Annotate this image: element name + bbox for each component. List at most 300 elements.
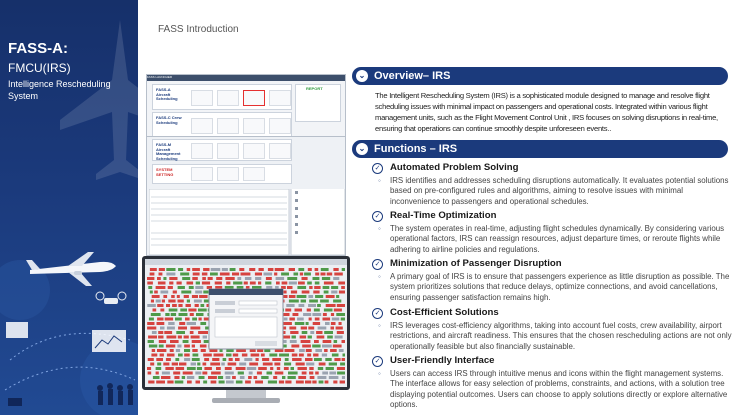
gantt-bar	[198, 331, 208, 334]
gantt-bar	[333, 277, 339, 280]
gantt-bar	[263, 363, 273, 366]
gantt-bar	[179, 322, 185, 325]
gantt-bar	[315, 282, 320, 285]
tile-button[interactable]	[217, 143, 239, 159]
gantt-bar	[259, 268, 264, 271]
sidebar-title: FASS-A:	[8, 40, 68, 57]
gantt-bar	[183, 340, 189, 343]
gantt-bar	[312, 345, 320, 348]
gantt-bar	[199, 376, 205, 379]
gantt-bar	[281, 273, 289, 276]
gantt-bar	[295, 309, 303, 312]
gantt-bar	[170, 340, 179, 343]
gantt-bar	[190, 313, 194, 316]
tile-label: FASS-C Crew Scheduling	[156, 115, 182, 125]
gantt-bar	[322, 345, 332, 348]
gantt-bar	[337, 304, 345, 307]
gantt-bar	[177, 295, 180, 298]
gantt-bar	[313, 291, 319, 294]
gantt-bar	[302, 345, 311, 348]
gantt-bar	[203, 381, 207, 384]
gantt-bar	[152, 349, 155, 352]
gantt-bar	[326, 295, 335, 298]
gantt-bar	[184, 358, 190, 361]
gantt-bar	[188, 309, 196, 312]
gantt-bar	[244, 282, 248, 285]
gantt-bar	[182, 376, 185, 379]
tile-button[interactable]	[243, 167, 265, 181]
gantt-bar	[319, 363, 326, 366]
tile-button[interactable]	[269, 90, 291, 106]
gantt-bar	[291, 367, 295, 370]
gantt-bar	[166, 268, 175, 271]
gantt-bar	[214, 354, 224, 357]
gantt-bar	[192, 318, 197, 321]
gantt-bar	[148, 336, 157, 339]
gantt-bar	[304, 273, 311, 276]
gantt-bar	[186, 304, 191, 307]
gantt-bar	[245, 381, 251, 384]
functions-heading: Functions – IRS	[374, 143, 458, 155]
gantt-bar	[233, 354, 238, 357]
gantt-bar	[297, 286, 306, 289]
gantt-bar	[167, 381, 173, 384]
gantt-bar	[336, 313, 345, 316]
function-title: Automated Problem Solving	[390, 162, 519, 173]
gantt-bar	[226, 381, 234, 384]
gantt-bar	[249, 372, 253, 375]
gantt-bar	[308, 304, 316, 307]
gantt-bar	[249, 363, 258, 366]
tile-label: SYSTEM SETTING	[156, 167, 174, 177]
tile-fass-m[interactable]	[152, 139, 292, 161]
gantt-bar	[200, 322, 206, 325]
gantt-bar	[282, 376, 285, 379]
gantt-bar	[339, 322, 342, 325]
gantt-bar	[258, 367, 267, 370]
gantt-bar	[240, 376, 245, 379]
gantt-bar	[298, 282, 305, 285]
function-title: Real-Time Optimization	[390, 210, 497, 221]
gantt-bar	[154, 291, 158, 294]
gantt-bar	[244, 358, 252, 361]
gantt-bar	[221, 363, 225, 366]
gantt-bar	[195, 304, 199, 307]
tile-fass-c[interactable]	[152, 112, 292, 138]
gantt-bar	[315, 295, 323, 298]
gantt-bar	[167, 336, 177, 339]
gantt-bar	[326, 367, 334, 370]
gantt-bar	[285, 358, 289, 361]
gantt-bar	[247, 367, 256, 370]
gantt-bar	[309, 300, 318, 303]
gantt-bar	[160, 354, 164, 357]
gantt-bar	[178, 327, 187, 330]
gantt-bar	[147, 327, 156, 330]
gantt-bar	[298, 376, 306, 379]
gantt-bar	[157, 322, 165, 325]
tile-button-highlighted[interactable]	[243, 90, 265, 106]
gantt-bar	[307, 282, 312, 285]
gantt-bar	[256, 358, 259, 361]
gantt-bar	[239, 363, 246, 366]
gantt-bar	[309, 318, 312, 321]
gantt-bar	[166, 358, 171, 361]
gantt-bar	[323, 313, 327, 316]
monitor-base	[212, 398, 280, 403]
gantt-bar	[166, 345, 175, 348]
report-panel[interactable]	[295, 84, 341, 122]
gantt-bar	[229, 358, 233, 361]
gantt-bar	[329, 376, 339, 379]
gantt-bar	[148, 381, 154, 384]
gantt-bar	[261, 376, 268, 379]
gantt-bar	[242, 354, 248, 357]
gantt-bar	[201, 304, 205, 307]
gantt-bar	[332, 354, 339, 357]
gantt-bar	[175, 358, 179, 361]
gantt-bar	[248, 376, 252, 379]
gantt-bar	[324, 331, 333, 334]
gantt-bar	[158, 282, 166, 285]
functions-header	[352, 140, 728, 158]
gantt-bar	[258, 282, 261, 285]
gantt-bar	[329, 363, 337, 366]
gantt-bar	[255, 277, 261, 280]
gantt-bar	[274, 363, 280, 366]
gantt-bar	[192, 345, 195, 348]
gantt-bar	[296, 381, 304, 384]
gantt-bar	[309, 367, 313, 370]
gantt-bar	[176, 331, 185, 334]
gantt-bar	[289, 282, 297, 285]
gantt-bar	[157, 304, 163, 307]
gantt-bar	[315, 372, 319, 375]
gantt-bar	[320, 300, 329, 303]
gantt-bar	[334, 358, 340, 361]
gantt-bar	[230, 268, 236, 271]
gantt-bar	[156, 300, 161, 303]
gantt-bar	[185, 318, 190, 321]
gantt-bar	[193, 354, 199, 357]
gantt-bar	[289, 318, 295, 321]
gantt-bar	[303, 313, 311, 316]
gantt-bar	[272, 358, 281, 361]
gantt-bar	[239, 268, 244, 271]
gantt-bar	[187, 268, 191, 271]
gantt-bar	[187, 322, 196, 325]
gantt-bar	[189, 286, 194, 289]
gantt-bar	[340, 363, 345, 366]
gantt-bar	[261, 354, 265, 357]
gantt-bar	[331, 291, 337, 294]
gantt-bar	[164, 331, 172, 334]
tile-button[interactable]	[243, 118, 265, 134]
tile-button[interactable]	[217, 90, 239, 106]
gantt-bar	[313, 322, 320, 325]
gantt-bar	[222, 268, 228, 271]
gantt-bar	[150, 268, 157, 271]
function-body: The system operates in real-time, adjusting flight schedules dynamically. By considering various operational factors, IRS can reassign resources, adjust departure times, or reroute flights while adhering to airline policies and regulations.	[390, 224, 725, 254]
gantt-bar	[211, 372, 221, 375]
gantt-bar	[184, 345, 190, 348]
gantt-bar	[232, 273, 239, 276]
gantt-bar	[197, 367, 202, 370]
gantt-bar	[313, 354, 318, 357]
page-title: FASS Introduction	[158, 24, 239, 35]
gantt-bar	[187, 300, 190, 303]
gantt-bar	[309, 286, 312, 289]
gantt-bar	[289, 295, 296, 298]
gantt-bar	[333, 345, 342, 348]
gantt-bar	[307, 309, 311, 312]
tile-button[interactable]	[269, 143, 291, 159]
gantt-bar	[159, 345, 164, 348]
gantt-bar	[305, 381, 311, 384]
gantt-bar	[277, 367, 280, 370]
gantt-bar	[309, 372, 313, 375]
function-title: User-Friendly Interface	[390, 355, 495, 366]
gantt-bar	[187, 282, 194, 285]
gantt-bar	[177, 282, 182, 285]
gantt-bar	[184, 336, 189, 339]
gantt-bar	[334, 340, 338, 343]
gantt-bar	[315, 273, 319, 276]
gantt-bar	[262, 358, 269, 361]
gantt-bar	[297, 318, 304, 321]
gantt-bar	[208, 376, 217, 379]
gantt-bar	[157, 277, 161, 280]
gantt-bar	[165, 313, 169, 316]
chevron-down-icon: ⌄	[356, 70, 368, 82]
gantt-bar	[165, 367, 173, 370]
gantt-bar	[236, 381, 243, 384]
gantt-bar	[216, 367, 221, 370]
gantt-bar	[327, 273, 333, 276]
gantt-bar	[255, 381, 263, 384]
tile-system-setting[interactable]	[152, 164, 292, 184]
check-circle-icon: ✓	[372, 211, 383, 222]
gantt-bar	[291, 291, 297, 294]
gantt-bar	[286, 304, 294, 307]
gantt-bar	[339, 349, 344, 352]
gantt-bar	[183, 372, 193, 375]
gantt-bar	[160, 309, 164, 312]
gantt-bar	[298, 367, 307, 370]
gantt-bar	[178, 354, 183, 357]
gantt-bar	[232, 376, 236, 379]
gantt-bar	[268, 268, 274, 271]
gantt-bar	[168, 300, 175, 303]
gantt-bar	[156, 381, 165, 384]
gantt-bar	[324, 291, 329, 294]
gantt-bar	[216, 277, 222, 280]
gantt-bar	[249, 268, 255, 271]
gantt-bar	[148, 358, 154, 361]
gantt-bar	[202, 282, 210, 285]
gantt-bar	[310, 376, 315, 379]
gantt-bar	[160, 327, 165, 330]
gantt-bar	[192, 295, 198, 298]
gantt-bar	[198, 309, 207, 312]
gantt-bar	[184, 354, 190, 357]
gantt-bar	[184, 349, 190, 352]
gantt-bar	[173, 372, 180, 375]
function-item	[372, 163, 732, 207]
gantt-bar	[316, 331, 322, 334]
gantt-bar	[179, 313, 188, 316]
gantt-bar	[302, 291, 310, 294]
gantt-bar	[288, 376, 296, 379]
gantt-bar	[338, 282, 345, 285]
gantt-bar	[334, 273, 343, 276]
gantt-bar	[275, 372, 284, 375]
gantt-bar	[157, 363, 161, 366]
gantt-bar	[196, 381, 201, 384]
gantt-bar	[156, 286, 166, 289]
gantt-bar	[340, 381, 345, 384]
gantt-bar	[166, 304, 170, 307]
gantt-schedule-window	[142, 256, 350, 390]
gantt-bar	[299, 354, 304, 357]
gantt-bar	[317, 304, 321, 307]
gantt-bar	[276, 282, 280, 285]
gantt-bar	[241, 273, 251, 276]
gantt-bar	[190, 327, 200, 330]
gantt-bar	[228, 363, 237, 366]
gantt-bar	[163, 295, 167, 298]
gantt-bar	[250, 282, 256, 285]
gantt-bar	[301, 340, 311, 343]
gantt-bar	[195, 291, 202, 294]
gantt-bar	[149, 345, 157, 348]
gantt-bar	[152, 295, 160, 298]
gantt-bar	[163, 363, 169, 366]
gantt-bar	[285, 309, 291, 312]
gantt-bar	[313, 277, 320, 280]
gantt-bar	[336, 327, 343, 330]
check-circle-icon: ✓	[372, 308, 383, 319]
gantt-bar	[238, 372, 244, 375]
gantt-bar	[195, 286, 203, 289]
gantt-bar	[324, 349, 328, 352]
tile-button[interactable]	[191, 90, 213, 106]
gantt-bar	[219, 381, 225, 384]
gantt-bar	[156, 367, 162, 370]
gantt-bar	[330, 349, 337, 352]
gantt-bar	[147, 322, 154, 325]
gantt-bar	[210, 363, 220, 366]
report-label: REPORT	[306, 86, 323, 91]
gantt-bar	[163, 277, 166, 280]
gantt-bar	[171, 295, 175, 298]
gantt-bar	[290, 331, 298, 334]
gantt-bar	[150, 291, 153, 294]
gantt-bar	[300, 273, 303, 276]
gantt-bar	[159, 268, 165, 271]
gantt-bar	[289, 327, 296, 330]
gantt-bar	[325, 381, 329, 384]
gantt-bar	[201, 349, 206, 352]
gantt-bar	[172, 363, 178, 366]
gantt-bar	[226, 282, 230, 285]
gantt-bar	[265, 282, 271, 285]
gantt-bar	[255, 273, 262, 276]
gantt-bar	[319, 381, 324, 384]
gantt-bar	[158, 331, 163, 334]
gantt-bar	[300, 336, 307, 339]
function-body: IRS identifies and addresses scheduling disruptions automatically. It evaluates potential solutions based on pre-configured rules and algorithms, aiming to resolve issues with minimal inconvenience to passengers and operational schedules.	[390, 176, 729, 206]
gantt-bar	[318, 367, 323, 370]
gantt-bar	[218, 376, 223, 379]
gantt-bar	[315, 268, 319, 271]
gantt-bar	[187, 376, 194, 379]
gantt-bar	[176, 367, 185, 370]
gantt-bar	[333, 381, 337, 384]
gantt-bar	[169, 282, 173, 285]
tile-button[interactable]	[269, 118, 291, 134]
tile-button[interactable]	[191, 143, 213, 159]
tile-button[interactable]	[217, 167, 239, 181]
tile-button[interactable]	[191, 167, 213, 181]
gantt-bar	[337, 331, 344, 334]
gantt-bar	[195, 372, 201, 375]
tile-button[interactable]	[191, 118, 213, 134]
gantt-bar	[192, 277, 198, 280]
gantt-bar	[298, 268, 304, 271]
gantt-bar	[159, 340, 166, 343]
gantt-bar	[245, 277, 252, 280]
gantt-bar	[296, 363, 305, 366]
gantt-bar	[157, 318, 163, 321]
gantt-bar	[279, 381, 284, 384]
gantt-bar	[322, 354, 327, 357]
gantt-bar	[302, 331, 308, 334]
gantt-bar	[147, 367, 151, 370]
gantt-bar	[223, 358, 227, 361]
gantt-bar	[159, 273, 163, 276]
gantt-bar	[192, 358, 200, 361]
gantt-bar	[150, 273, 155, 276]
gantt-bar	[267, 372, 273, 375]
gantt-bar	[203, 268, 209, 271]
gantt-bar	[153, 309, 157, 312]
gantt-bar	[167, 327, 175, 330]
gantt-bar	[151, 300, 154, 303]
gantt-bar	[150, 363, 154, 366]
gantt-bar	[199, 318, 202, 321]
gantt-bar	[306, 322, 309, 325]
gantt-bar	[257, 372, 262, 375]
check-circle-icon: ✓	[372, 259, 383, 270]
gantt-bar	[299, 304, 305, 307]
flight-table-preview	[149, 189, 345, 255]
tile-button[interactable]	[217, 118, 239, 134]
gantt-bar	[237, 277, 241, 280]
gantt-bar	[162, 300, 165, 303]
gantt-bar	[182, 277, 190, 280]
gantt-bar	[161, 376, 170, 379]
tile-button[interactable]	[243, 143, 265, 159]
gantt-bar	[294, 273, 299, 276]
gantt-bar	[196, 313, 204, 316]
gantt-bar	[181, 291, 191, 294]
gantt-bar	[204, 358, 209, 361]
gantt-bar	[284, 363, 291, 366]
gantt-bar	[323, 340, 332, 343]
gantt-bar	[325, 358, 331, 361]
tile-fass-a[interactable]	[152, 84, 292, 110]
